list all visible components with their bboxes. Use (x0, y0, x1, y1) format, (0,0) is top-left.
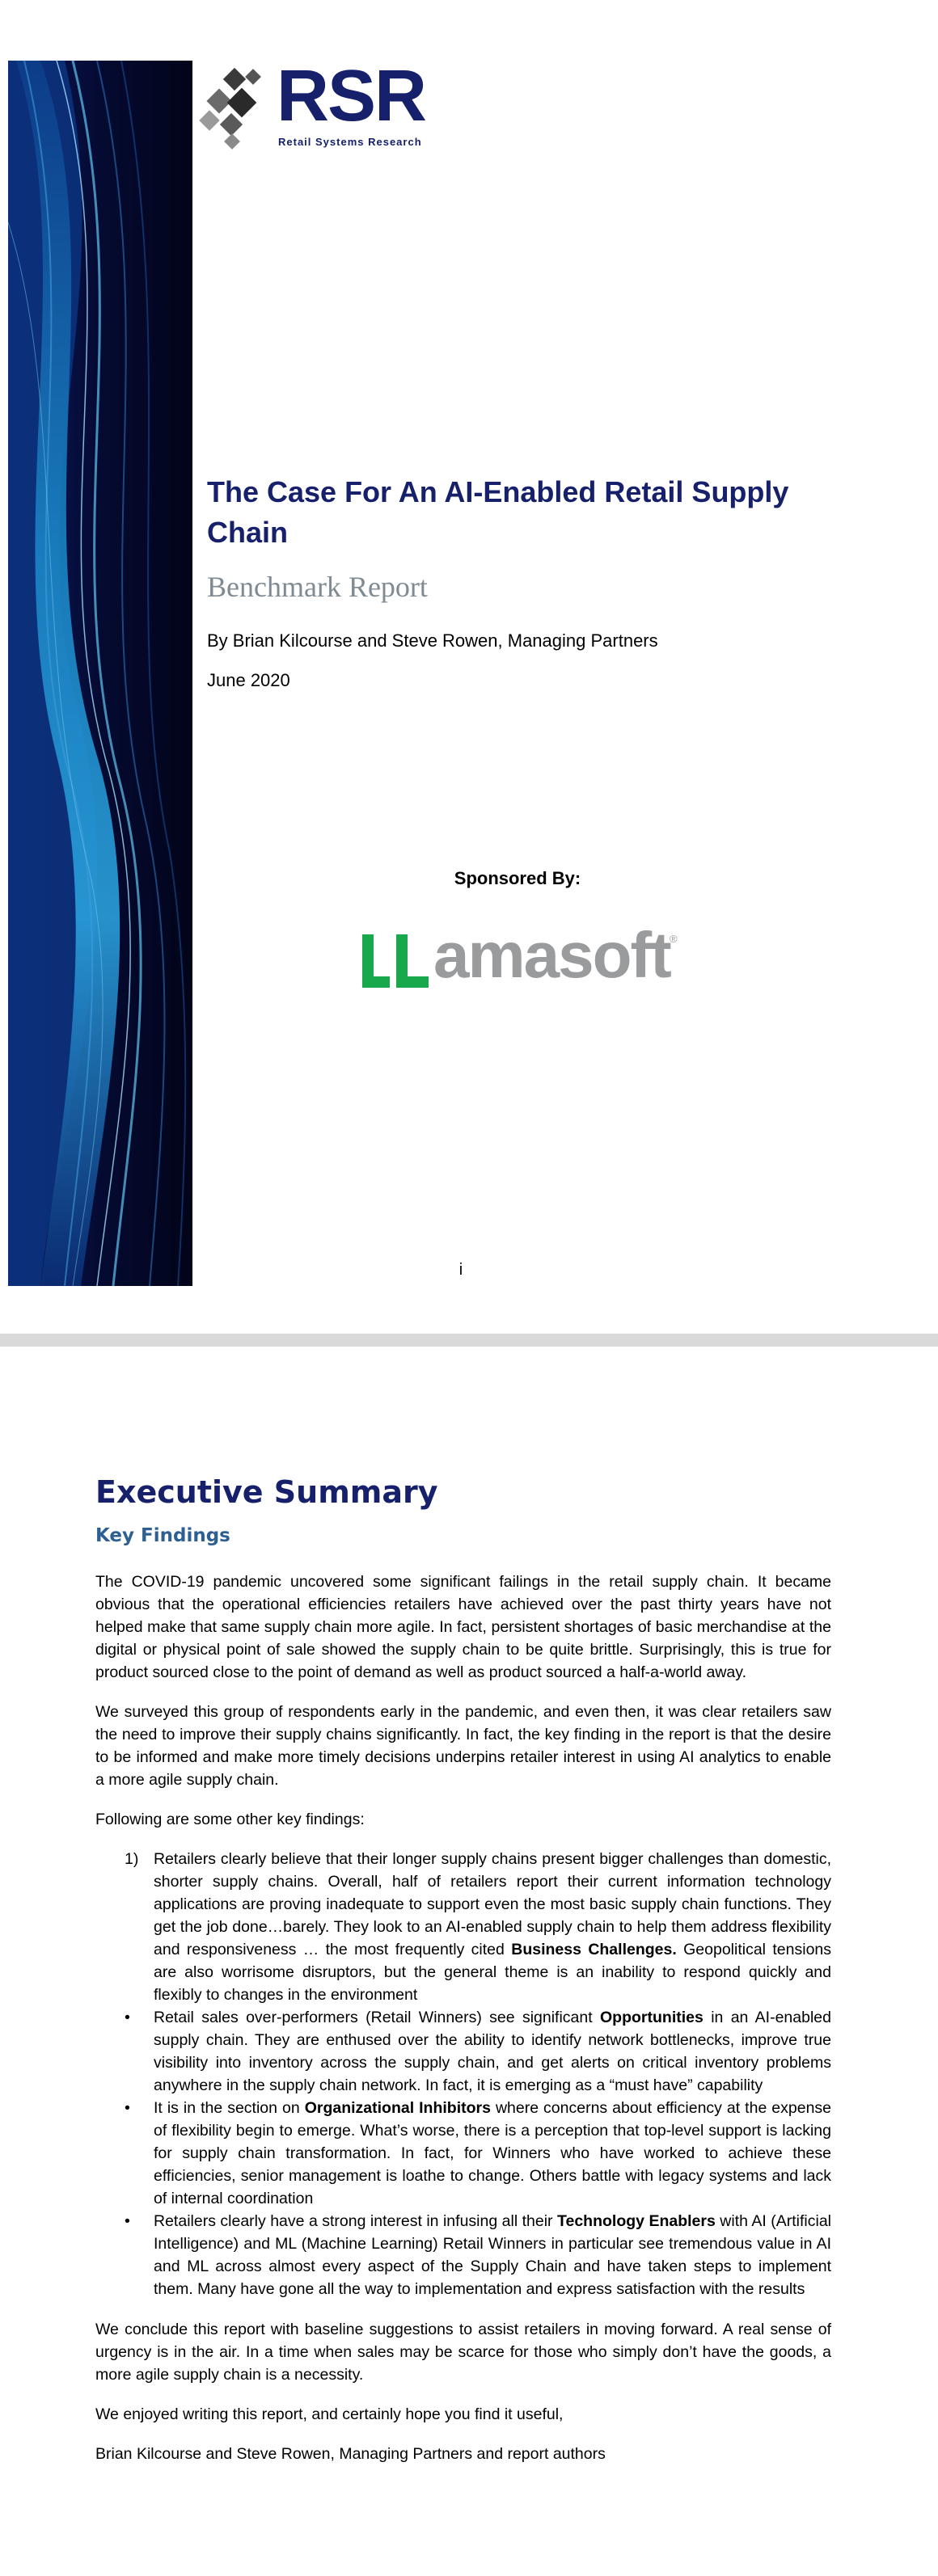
logo-tagline: Retail Systems Research (278, 136, 422, 148)
closing-paragraph: We enjoyed writing this report, and certainly hope you find it useful, (95, 2405, 564, 2424)
key-findings-heading: Key Findings (95, 1525, 230, 1547)
report-subtitle: Benchmark Report (207, 571, 428, 603)
finding-emphasis: Technology Enablers (557, 2212, 716, 2231)
finding-text: with AI (Artificial Intelligence) and ML (Machine Learning) Retail Winners in particular see tremendous value in AI and ML across almost every aspect of the Supply Chain and have taken steps to implement them. Many have gone all the way to implementation and express satisfaction with the results (154, 2212, 831, 2299)
page-separator (0, 1334, 938, 1347)
report-authors: By Brian Kilcourse and Steve Rowen, Managing Partners (207, 630, 658, 651)
finding-text: where concerns about efficiency at the expense of flexibility begin to emerge. What’s worse, there is a perception that top-level support is lacking for supply chain transformation. In fact, for Winners who have worked to achieve these efficiencies, senior management is loathe to change. Others battle with legacy systems and lack of internal coordination (154, 2099, 832, 2208)
finding-item (95, 2097, 831, 2210)
bullet-icon: • (125, 2212, 130, 2231)
llamasoft-ll-icon (362, 934, 429, 988)
finding-text: Geopolitical tensions are also worrisome disruptors, but the general theme is an inability to respond quickly and flexibly to changes in the environment (154, 1941, 832, 2005)
logo-wordmark: RSR (277, 56, 426, 137)
sponsor-logo (362, 919, 686, 991)
diamond-logo-icon (199, 68, 280, 157)
intro-paragraph: We surveyed this group of respondents early in the pandemic, and even then, it was clear retailers saw the need to improve their supply chains significantly. In fact, the key finding in the report is that the desire to be informed and make more timely decisions underpins retailer interest in using AI analytics to enable a more agile supply chain. (95, 1703, 831, 1790)
list-marker: 1) (125, 1850, 139, 1869)
findings-list (95, 1848, 831, 2300)
report-date: June 2020 (207, 670, 290, 690)
finding-text: Retailers clearly have a strong interest in infusing all their (154, 2212, 558, 2231)
page-number: i (458, 1261, 463, 1279)
author-signoff: Brian Kilcourse and Steve Rowen, Managing Partners and report authors (95, 2445, 606, 2464)
registered-mark: ® (670, 933, 678, 945)
sponsor-wordmark: amasoft (433, 919, 670, 991)
intro-paragraph: Following are some other key findings: (95, 1811, 365, 1829)
finding-emphasis: Opportunities (600, 2009, 704, 2027)
finding-item (95, 2006, 831, 2097)
summary-content (95, 1473, 831, 2482)
bullet-icon: • (125, 2099, 130, 2118)
abstract-wave-art (8, 61, 192, 1286)
finding-text: Retail sales over-performers (Retail Winners) see significant (154, 2009, 601, 2027)
rsr-logo (199, 56, 466, 157)
finding-item (95, 2210, 831, 2300)
sponsor-label: Sponsored By: (454, 868, 581, 888)
finding-emphasis: Business Challenges. (511, 1941, 677, 1959)
bullet-icon: • (125, 2009, 130, 2027)
cover-decorative-band (8, 61, 192, 1286)
intro-paragraph: The COVID-19 pandemic uncovered some significant failings in the retail supply chain. It became obvious that the operational efficiencies retailers have achieved over the past thirty years have not helped make that same supply chain more agile. In fact, persistent shortages of basic merchandise at the digital or physical point of sale showed the supply chain to be quite brittle. Surprisingly, this is true for product sourced close to the point of demand as well as product sourced a half-a-world away. (95, 1573, 831, 1682)
finding-text: in an AI-enabled supply chain. They are enthused over the ability to identify network bottlenecks, improve true visibility into inventory across the supply chain, and get alerts on critical inventory problems anywhere in the supply chain network. In fact, it is emerging as a “must have” capability (154, 2009, 831, 2095)
report-title: The Case For An AI-Enabled Retail Supply Chain (207, 475, 789, 549)
executive-summary-heading: Executive Summary (95, 1474, 438, 1510)
finding-text: It is in the section on (154, 2099, 305, 2118)
closing-paragraph: We conclude this report with baseline suggestions to assist retailers in moving forward. A real sense of urgency is in the air. In a time when sales may be scarce for those who simply don’t have the goods, a more agile supply chain is a necessity. (95, 2321, 831, 2384)
executive-summary-page (0, 1347, 938, 2576)
finding-emphasis: Organizational Inhibitors (304, 2099, 491, 2118)
finding-text: Retailers clearly believe that their longer supply chains present bigger challenges than domestic, shorter supply chains. Overall, half of retailers report their current information technology applications are proving inadequate to support even the most basic supply chain functions. They get the job done…barely. They look to an AI-enabled supply chain to help them address flexibility and responsiveness … the most frequently cited (154, 1850, 831, 1959)
finding-item (95, 1848, 831, 2006)
